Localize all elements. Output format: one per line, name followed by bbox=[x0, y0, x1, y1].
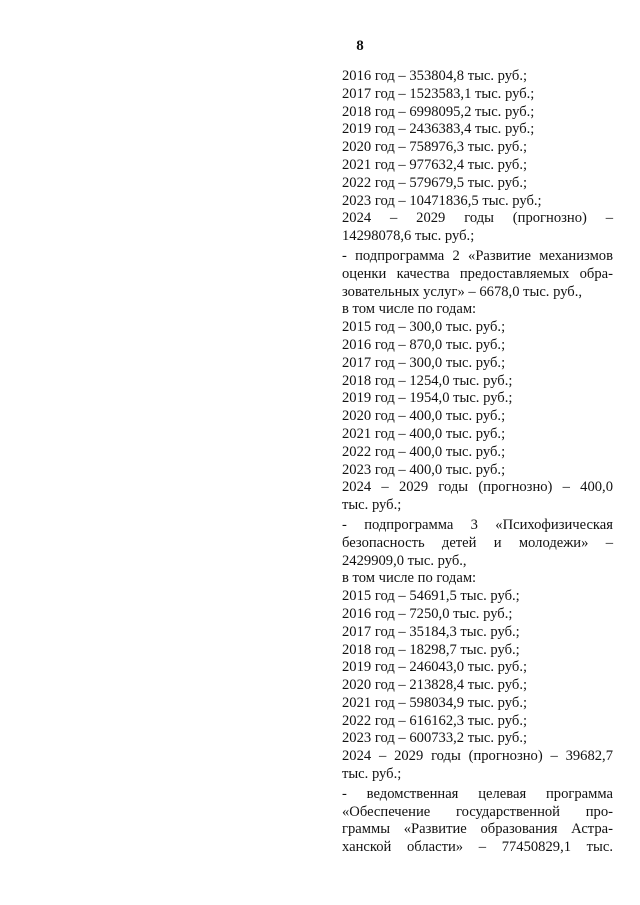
text-line: 2022 год – 579679,5 тыс. руб.; bbox=[342, 174, 528, 191]
text-line: 2016 год – 7250,0 тыс. руб.; bbox=[342, 605, 513, 622]
text-line: 2021 год – 598034,9 тыс. руб.; bbox=[342, 694, 528, 711]
text-line: тыс. руб.; bbox=[342, 497, 402, 514]
text-line: оценки качества предоставляемых обра- bbox=[342, 265, 613, 282]
document-body bbox=[342, 68, 613, 857]
text-line: - подпрограмма 2 «Развитие механизмов bbox=[342, 247, 613, 264]
text-line: 2024 – 2029 годы (прогнозно) – 39682,7 bbox=[342, 748, 613, 765]
text-line: 2018 год – 18298,7 тыс. руб.; bbox=[342, 641, 520, 658]
page-number: 8 bbox=[356, 38, 364, 54]
text-line: 2021 год – 977632,4 тыс. руб.; bbox=[342, 156, 528, 173]
text-line: 2019 год – 246043,0 тыс. руб.; bbox=[342, 659, 528, 676]
text-line: безопасность детей и молодежи» – bbox=[342, 534, 613, 551]
text-line: 2016 год – 353804,8 тыс. руб.; bbox=[342, 68, 528, 84]
text-line: 2017 год – 35184,3 тыс. руб.; bbox=[342, 623, 520, 640]
text-line: зовательных услуг» – 6678,0 тыс. руб., bbox=[342, 283, 583, 300]
text-line: в том числе по годам: bbox=[342, 570, 477, 587]
text-line: 2019 год – 1954,0 тыс. руб.; bbox=[342, 390, 513, 407]
text-line: граммы «Развитие образования Астра- bbox=[342, 821, 613, 838]
text-line: 2015 год – 300,0 тыс. руб.; bbox=[342, 319, 506, 336]
text-line: 14298078,6 тыс. руб.; bbox=[342, 228, 475, 245]
text-line: 2015 год – 54691,5 тыс. руб.; bbox=[342, 588, 520, 605]
text-line: 2019 год – 2436383,4 тыс. руб.; bbox=[342, 121, 535, 138]
text-line: 2020 год – 758976,3 тыс. руб.; bbox=[342, 139, 528, 156]
text-line: 2023 год – 600733,2 тыс. руб.; bbox=[342, 730, 528, 747]
text-line: 2023 год – 10471836,5 тыс. руб.; bbox=[342, 192, 542, 209]
text-line: - подпрограмма 3 «Психофизическая bbox=[342, 516, 613, 533]
text-line: 2022 год – 616162,3 тыс. руб.; bbox=[342, 712, 528, 729]
text-line: 2429909,0 тыс. руб., bbox=[342, 552, 467, 569]
text-line: 2017 год – 300,0 тыс. руб.; bbox=[342, 354, 506, 371]
text-line: - ведомственная целевая программа bbox=[342, 785, 613, 802]
text-line: 2022 год – 400,0 тыс. руб.; bbox=[342, 443, 506, 460]
text-line: 2018 год – 6998095,2 тыс. руб.; bbox=[342, 103, 535, 120]
text-line: «Обеспечение государственной про- bbox=[342, 803, 613, 820]
text-line: 2023 год – 400,0 тыс. руб.; bbox=[342, 461, 506, 478]
text-line: 2024 – 2029 годы (прогнозно) – bbox=[342, 210, 613, 227]
text-line: 2021 год – 400,0 тыс. руб.; bbox=[342, 425, 506, 442]
text-line: 2020 год – 213828,4 тыс. руб.; bbox=[342, 677, 528, 694]
text-line: 2017 год – 1523583,1 тыс. руб.; bbox=[342, 85, 535, 102]
text-line: 2020 год – 400,0 тыс. руб.; bbox=[342, 408, 506, 425]
text-line: 2024 – 2029 годы (прогнозно) – 400,0 bbox=[342, 479, 613, 496]
text-line: тыс. руб.; bbox=[342, 766, 402, 783]
text-line: ханской области» – 77450829,1 тыс. bbox=[342, 839, 613, 856]
text-line: 2016 год – 870,0 тыс. руб.; bbox=[342, 336, 506, 353]
text-line: 2018 год – 1254,0 тыс. руб.; bbox=[342, 372, 513, 389]
text-line: в том числе по годам: bbox=[342, 301, 477, 318]
